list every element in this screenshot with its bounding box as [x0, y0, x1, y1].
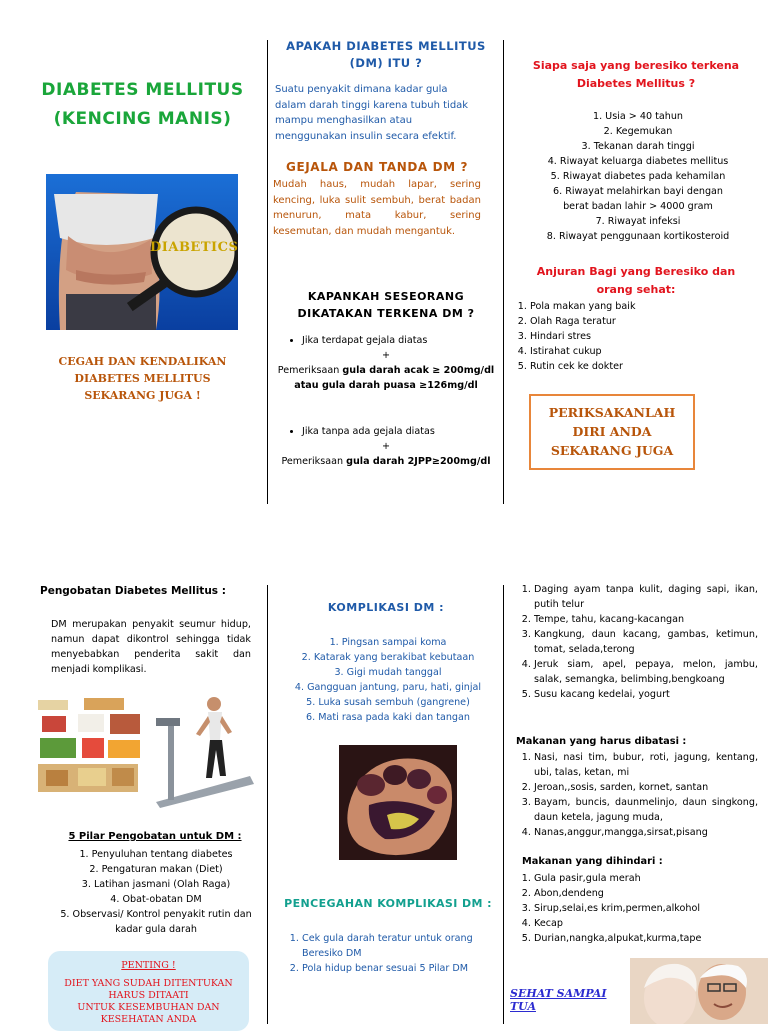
- treadmill-image: [150, 690, 258, 808]
- symptoms-text: Mudah haus, mudah lapar, sering kencing, luka sulit sembuh, berat badan menurun, mata kabur, sering kesemutan, dan mudah mengantuk.: [273, 179, 481, 237]
- good-food-item: 4. Jeruk siam, apel, pepaya, melon, jambu, salak, semangka, belimbing,bengkoang: [534, 657, 758, 687]
- complication-item: 2. Katarak yang berakibat kebutaan: [301, 652, 475, 663]
- slogan: [30, 353, 255, 404]
- gangrene-foot-illustration: [339, 745, 457, 860]
- avoid-food-item: 2. Abon,dendeng: [534, 886, 758, 901]
- complication-item: 3. Gigi mudah tanggal: [334, 667, 442, 678]
- diagnosis-line-2: DIKATAKAN TERKENA DM ?: [297, 307, 475, 320]
- advice-list: [510, 299, 750, 374]
- diabetics-image: [46, 174, 238, 330]
- gangrene-foot-image: [339, 745, 457, 860]
- important-heading: PENTING !: [121, 960, 176, 971]
- complication-item: 4. Gangguan jantung, paru, hati, ginjal: [294, 682, 482, 693]
- prevention-heading: PENCEGAHAN KOMPLIKASI DM :: [284, 897, 492, 910]
- case-1-plus: +: [381, 350, 391, 361]
- elderly-couple-illustration: [630, 958, 768, 1024]
- avoid-food-item: 5. Durian,nangka,alpukat,kurma,tape: [534, 931, 758, 946]
- what-is-dm-line-1: APAKAH DIABETES MELLITUS: [286, 39, 486, 53]
- pillar-item: 2. Pengaturan makan (Diet): [89, 864, 223, 875]
- treadmill-illustration: [150, 690, 258, 808]
- good-food-item: 1. Daging ayam tanpa kulit, daging sapi, ikan, putih telur: [534, 582, 758, 612]
- case-2-plus: +: [381, 441, 391, 452]
- diagnosis-case-2: [270, 424, 502, 469]
- risk-item: 2. Kegemukan: [603, 126, 673, 137]
- diabetics-word: DIABETICS: [150, 240, 238, 255]
- advice-item: 5. Rutin cek ke dokter: [530, 359, 750, 374]
- limited-food-item: 3. Bayam, buncis, daunmelinjo, daun singkong, daun ketela, jagung muda,: [534, 795, 758, 825]
- limited-foods-list: [514, 750, 758, 840]
- risk-item: 5. Riwayat diabetes pada kehamilan: [550, 171, 726, 182]
- case-1-values: gula darah acak ≥ 200mg/dl atau gula darah puasa ≥126mg/dl: [294, 365, 495, 391]
- avoid-food-item: 3. Sirup,selai,es krim,permen,alkohol: [534, 901, 758, 916]
- brochure-title: [20, 76, 265, 134]
- check-box-line-2: DIRI ANDA: [572, 424, 652, 439]
- check-yourself-box: [529, 394, 695, 470]
- risk-item: 8. Riwayat penggunaan kortikosteroid: [546, 231, 730, 242]
- dm-definition: Suatu penyakit dimana kadar gula dalam darah tinggi karena tubuh tidak mampu menghasilkan atau menggunakan insulin secara efektif.: [275, 84, 469, 142]
- risk-item: 1. Usia > 40 tahun: [592, 111, 684, 122]
- important-line-1: DIET YANG SUDAH DITENTUKAN: [64, 978, 233, 989]
- limited-foods-heading: Makanan yang harus dibatasi :: [516, 736, 687, 747]
- complications-heading: KOMPLIKASI DM :: [327, 601, 445, 614]
- important-line-2: HARUS DITAATI: [108, 990, 189, 1001]
- pillar-item: 3. Latihan jasmani (Olah Raga): [81, 879, 231, 890]
- prevention-list: [282, 931, 492, 976]
- advice-item: 4. Istirahat cukup: [530, 344, 750, 359]
- avoid-food-item: 1. Gula pasir,gula merah: [534, 871, 758, 886]
- elderly-couple-image: [630, 958, 768, 1024]
- pillars-list: [46, 847, 266, 937]
- what-is-dm-line-2: (DM) ITU ?: [349, 56, 423, 70]
- limited-food-item: 4. Nanas,anggur,mangga,sirsat,pisang: [534, 825, 758, 840]
- risk-heading: [508, 57, 764, 93]
- advice-heading-line-1: Anjuran Bagi yang Beresiko dan: [536, 265, 736, 278]
- diagnosis-heading: [272, 288, 500, 322]
- pillar-item: 1. Penyuluhan tentang diabetes: [79, 849, 233, 860]
- prevention-item: 1. Cek gula darah teratur untuk orang Beresiko DM: [302, 931, 492, 961]
- good-food-item: 2. Tempe, tahu, kacang-kacangan: [534, 612, 758, 627]
- case-1-condition: • Jika terdapat gejala diatas: [302, 333, 502, 348]
- limited-food-item: 2. Jeroan,,sosis, sarden, kornet, santan: [534, 780, 758, 795]
- case-2-values: gula darah 2JPP≥200mg/dl: [346, 456, 491, 467]
- advice-item: 1. Pola makan yang baik: [530, 299, 750, 314]
- prevention-item: 2. Pola hidup benar sesuai 5 Pilar DM: [302, 961, 492, 976]
- case-2-prefix: Pemeriksaan: [281, 456, 347, 467]
- good-food-item: 5. Susu kacang kedelai, yogurt: [534, 687, 758, 702]
- important-line-4: KESEHATAN ANDA: [100, 1014, 197, 1025]
- slogan-line-3: SEKARANG JUGA !: [84, 389, 201, 402]
- bottom-divider-left: [267, 585, 268, 1024]
- food-pyramid-illustration: [34, 694, 146, 806]
- advice-item: 2. Olah Raga teratur: [530, 314, 750, 329]
- avoid-food-item: 4. Kecap: [534, 916, 758, 931]
- top-divider-right: [503, 40, 504, 504]
- good-foods-list: [514, 582, 758, 702]
- pillar-item: 4. Obat-obatan DM: [110, 894, 202, 905]
- complications-list: [272, 635, 504, 725]
- important-box: [48, 951, 249, 1031]
- what-is-dm-heading: [272, 38, 500, 72]
- top-divider-left: [267, 40, 268, 504]
- complication-item: 6. Mati rasa pada kaki dan tangan: [306, 712, 470, 723]
- diagnosis-line-1: KAPANKAH SESEORANG: [307, 290, 465, 303]
- risk-list: [518, 109, 758, 244]
- risk-heading-line-1: Siapa saja yang beresiko terkena: [532, 59, 740, 72]
- slogan-line-1: CEGAH DAN KENDALIKAN: [58, 355, 227, 368]
- title-line-2: (KENCING MANIS): [53, 109, 232, 129]
- treatment-intro: DM merupakan penyakit seumur hidup, namun dapat dikontrol sehingga tidak menyebabkan penderita sakit dan menjadi komplikasi.: [51, 619, 251, 675]
- risk-heading-line-2: Diabetes Mellitus ?: [576, 77, 696, 90]
- risk-item: 6. Riwayat melahirkan bayi dengan berat badan lahir > 4000 gram: [553, 186, 723, 212]
- case-1-criteria: [270, 363, 502, 393]
- risk-item: 3. Tekanan darah tinggi: [581, 141, 695, 152]
- avoid-foods-heading: Makanan yang dihindari :: [522, 856, 663, 867]
- complication-item: 5. Luka susah sembuh (gangrene): [306, 697, 470, 708]
- slogan-line-2: DIABETES MELLITUS: [74, 372, 211, 385]
- case-2-condition: • Jika tanpa ada gejala diatas: [302, 424, 502, 439]
- case-1-prefix: Pemeriksaan: [277, 365, 343, 376]
- closing-slogan: SEHAT SAMPAI TUA: [510, 987, 607, 1013]
- case-2-criteria: [270, 454, 502, 469]
- advice-heading-line-2: orang sehat:: [596, 283, 676, 296]
- treatment-heading: Pengobatan Diabetes Mellitus :: [40, 585, 226, 597]
- advice-heading: [508, 263, 764, 299]
- complication-item: 1. Pingsan sampai koma: [329, 637, 447, 648]
- check-box-line-3: SEKARANG JUGA: [550, 443, 674, 458]
- advice-item: 3. Hindari stres: [530, 329, 750, 344]
- good-food-item: 3. Kangkung, daun kacang, gambas, ketimun, tomat, selada,terong: [534, 627, 758, 657]
- symptoms-heading: GEJALA DAN TANDA DM ?: [286, 160, 469, 174]
- title-line-1: DIABETES MELLITUS: [41, 80, 244, 100]
- avoid-foods-list: [514, 871, 758, 946]
- limited-food-item: 1. Nasi, nasi tim, bubur, roti, jagung, kentang, ubi, talas, ketan, mi: [534, 750, 758, 780]
- pillars-heading: 5 Pilar Pengobatan untuk DM :: [68, 831, 242, 842]
- food-pyramid-image: [34, 694, 146, 806]
- check-box-line-1: PERIKSAKANLAH: [548, 405, 676, 420]
- important-line-3: UNTUK KESEMBUHAN DAN: [77, 1002, 220, 1013]
- pillar-item: 5. Observasi/ Kontrol penyakit rutin dan kadar gula darah: [60, 909, 252, 935]
- diagnosis-case-1: [270, 333, 502, 393]
- risk-item: 4. Riwayat keluarga diabetes mellitus: [547, 156, 729, 167]
- risk-item: 7. Riwayat infeksi: [595, 216, 681, 227]
